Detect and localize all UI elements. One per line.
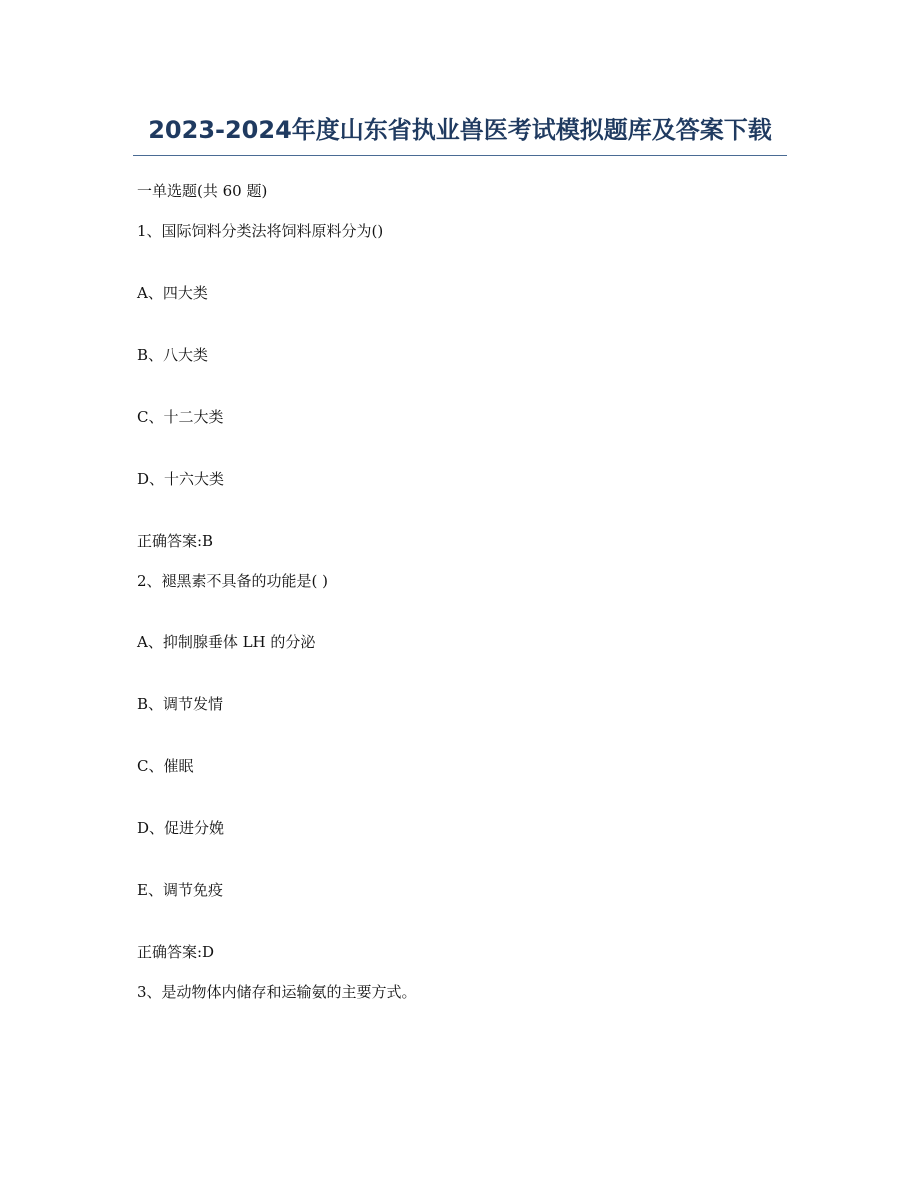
question-1-option-c: C、十二大类 — [137, 408, 224, 426]
question-1-answer: 正确答案:B — [137, 532, 214, 550]
question-2-stem: 2、褪黑素不具备的功能是( ) — [137, 572, 329, 590]
question-1-option-a: A、四大类 — [137, 284, 208, 302]
question-3-stem: 3、是动物体内储存和运输氨的主要方式。 — [137, 983, 417, 1001]
question-1-option-d: D、十六大类 — [137, 470, 225, 488]
document-title: 2023-2024年度山东省执业兽医考试模拟题库及答案下载 — [148, 116, 772, 144]
title-underline — [133, 155, 787, 156]
question-1-option-b: B、八大类 — [137, 346, 209, 364]
section-heading: 一单选题(共 60 题) — [137, 182, 268, 200]
question-2-option-e: E、调节免疫 — [137, 881, 223, 899]
question-2-option-a: A、抑制腺垂体 LH 的分泌 — [137, 633, 316, 651]
question-2-answer: 正确答案:D — [137, 943, 215, 961]
question-2-option-c: C、催眠 — [137, 757, 194, 775]
question-1-stem: 1、国际饲料分类法将饲料原料分为() — [137, 222, 384, 240]
question-2-option-b: B、调节发情 — [137, 695, 224, 713]
question-2-option-d: D、促进分娩 — [137, 819, 225, 837]
